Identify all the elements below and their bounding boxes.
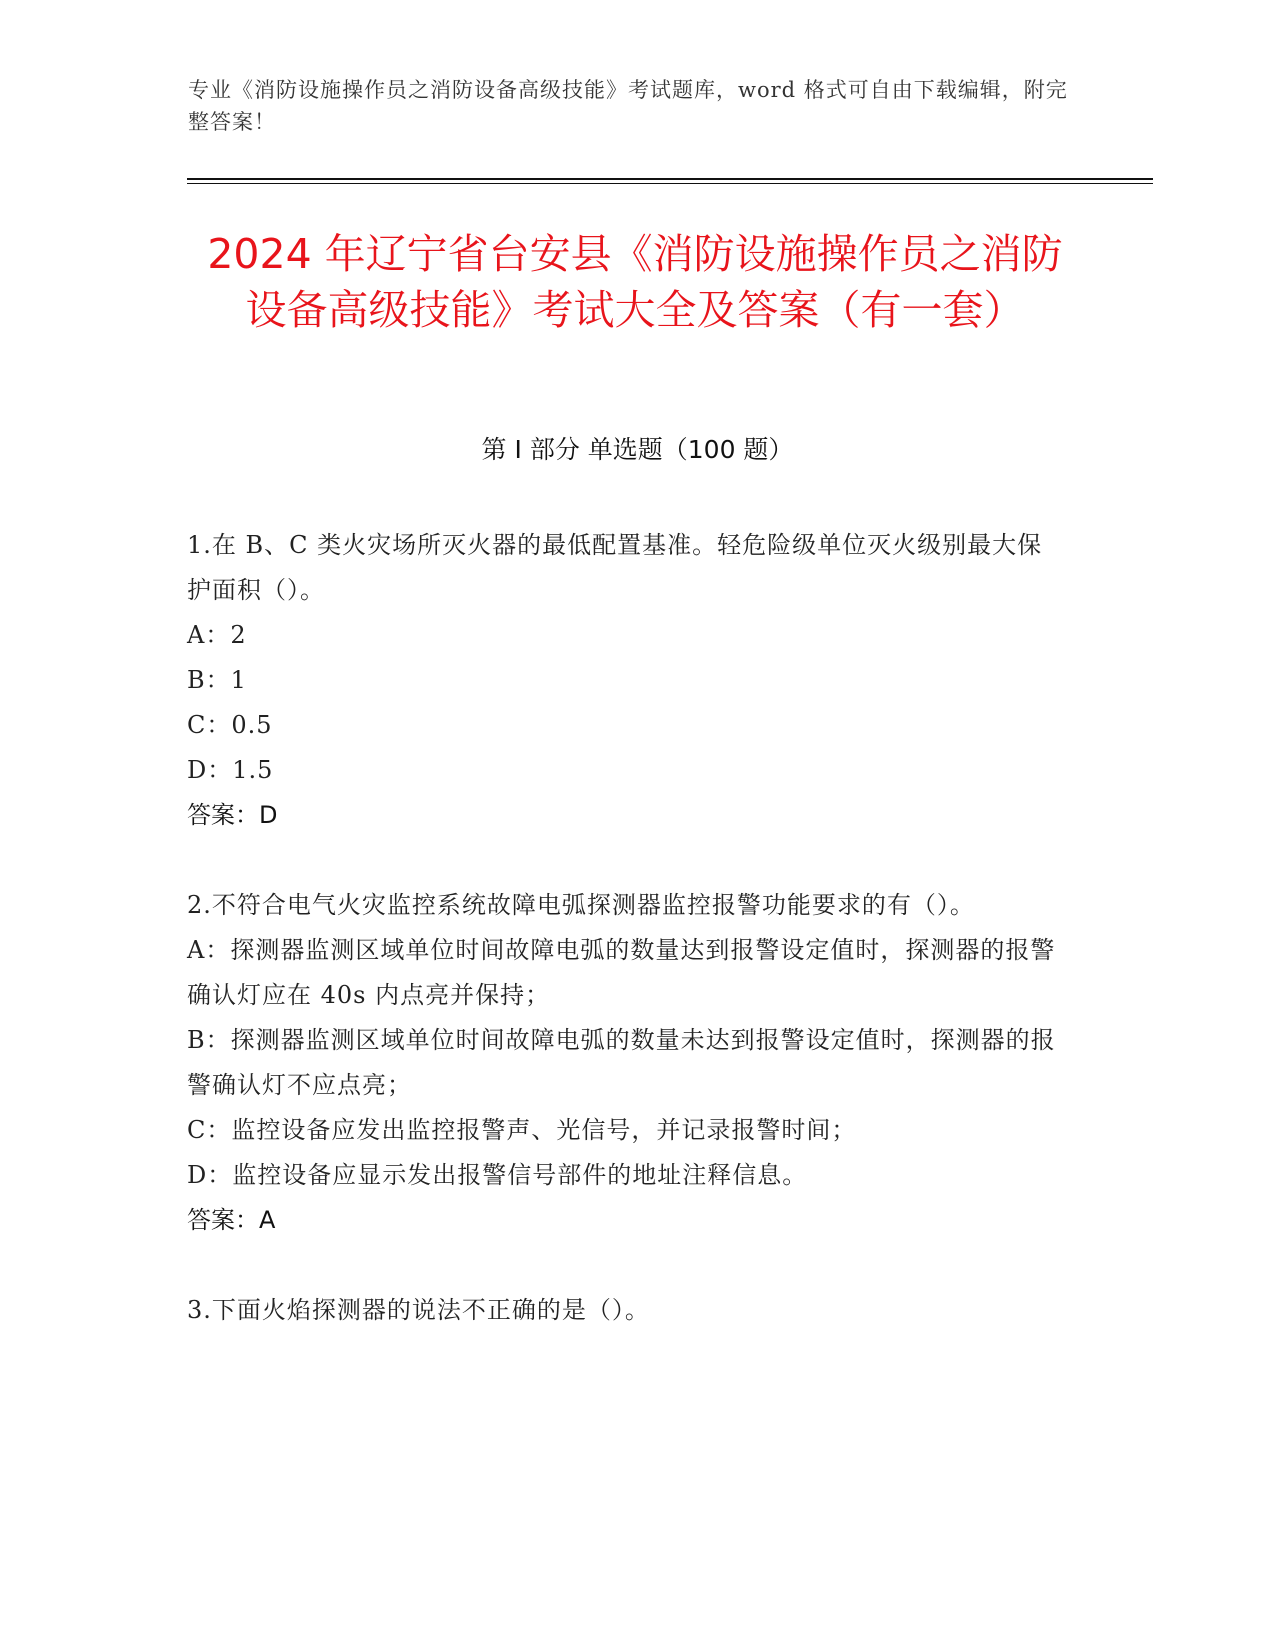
header-rule-thick: [187, 178, 1153, 180]
question-list: [187, 523, 1067, 1378]
option-d: D：监控设备应显示发出报警信号部件的地址注释信息。: [187, 1161, 808, 1189]
option-c: C：监控设备应发出监控报警声、光信号，并记录报警时间；: [187, 1116, 857, 1144]
question-3: [187, 1288, 1067, 1333]
option-b: B：1: [187, 666, 247, 694]
option-d: D：1.5: [187, 756, 274, 784]
question-text: 3.下面火焰探测器的说法不正确的是（）。: [187, 1296, 650, 1324]
question-text: 2.不符合电气火灾监控系统故障电弧探测器监控报警功能要求的有（）。: [187, 891, 975, 919]
header-rule-thin: [187, 183, 1153, 184]
answer-text: 答案：D: [187, 801, 278, 829]
section-heading: 第 I 部分 单选题（100 题）: [481, 435, 794, 464]
header-note: 专业《消防设施操作员之消防设备高级技能》考试题库，word 格式可自由下载编辑，附完整答案！: [188, 78, 1068, 134]
option-a: A：探测器监测区域单位时间故障电弧的数量达到报警设定值时，探测器的报警确认灯应在 40s 内点亮并保持；: [187, 936, 1056, 1009]
document-title: 2024 年辽宁省台安县《消防设施操作员之消防设备高级技能》考试大全及答案（有一套）: [207, 230, 1063, 334]
option-b: B：探测器监测区域单位时间故障电弧的数量未达到报警设定值时，探测器的报警确认灯不应点亮；: [187, 1026, 1056, 1099]
question-text: 1.在 B、C 类火灾场所灭火器的最低配置基准。轻危险级单位灭火级别最大保护面积（）。: [187, 531, 1043, 604]
question-2: [187, 883, 1067, 1243]
option-c: C：0.5: [187, 711, 273, 739]
question-1: [187, 523, 1067, 838]
answer-text: 答案：A: [187, 1206, 276, 1234]
option-a: A：2: [187, 621, 247, 649]
